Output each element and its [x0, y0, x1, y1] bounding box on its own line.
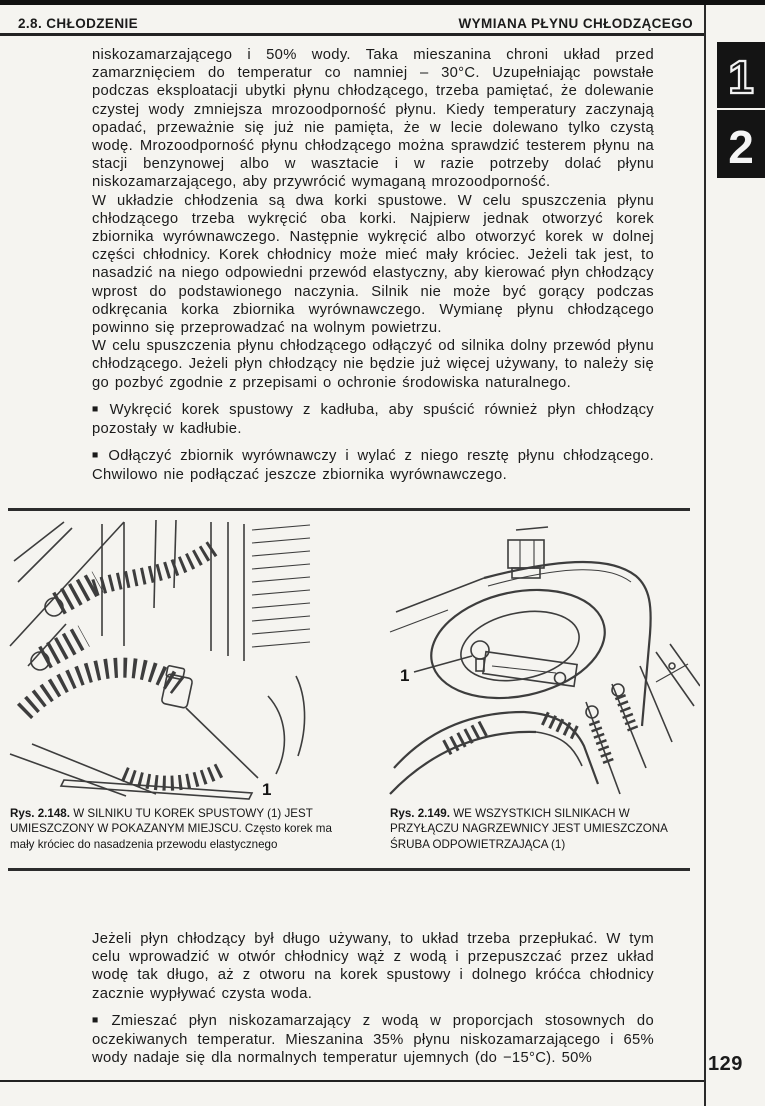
- page-bottom-rule: [0, 1080, 704, 1082]
- section-tab-1: [717, 42, 765, 108]
- section-tab-2: [717, 110, 765, 178]
- top-edge-bar: [0, 0, 765, 5]
- figure-ref: Rys. 2.149.: [390, 807, 450, 820]
- page-number: 129: [708, 1053, 743, 1075]
- figure-callout-1: 1: [262, 780, 272, 799]
- bullet-square-icon: ■: [92, 1013, 105, 1026]
- bullet-square-icon: ■: [92, 402, 103, 415]
- paragraph: niskozamarzającego i 50% wody. Taka mieszanina chroni układ przed zamarznięciem do temperatur co namniej – 30°C. Uzupełniając powstałe podczas eksploatacji ubytki płynu chłodzącego, trzeba pamiętać, że dolewanie czystej wody zmniejsza mrozoodporność płynu. Kiedy temperatury zaczynają opadać, przeważnie się już nie pamięta, że w lecie dolewano tylko czystą wodę. Mrozoodporność płynu chłodzącego można sprawdzić testerem płynu na stacji benzynowej albo w wasztacie i w razie potrzeby dolać płynu niskozamarzającego, aby przywrócić wymaganą mrozoodporność.: [92, 47, 654, 191]
- tab-1-digit: 1: [728, 51, 754, 103]
- bullet-text: Odłączyć zbiornik wyrównawczy i wylać z niego resztę płynu chłodzącego. Chwilowo nie podłączać jeszcze zbiornika wyrównawczego.: [92, 448, 654, 484]
- figure-section-bottom-rule: [8, 868, 690, 871]
- figure-2-149-caption: [390, 806, 700, 852]
- bullet-item: [92, 401, 654, 438]
- main-text-column: [92, 46, 654, 485]
- header-rule: [0, 33, 704, 36]
- figure-ref: Rys. 2.148.: [10, 807, 70, 820]
- bullet-item: [92, 447, 654, 484]
- bullet-square-icon: ■: [92, 449, 102, 462]
- bottom-text-column: [92, 930, 654, 1067]
- header-topic-title: WYMIANA PŁYNU CHŁODZĄCEGO: [458, 16, 693, 31]
- bullet-text: Wykręcić korek spustowy z kadłuba, aby spuścić również płyn chłodzący pozostały w kadłubie.: [92, 401, 654, 438]
- page-right-border: [704, 5, 706, 1106]
- paragraph: Jeżeli płyn chłodzący był długo używany, to układ trzeba przepłukać. W tym celu wprowadzić w otwór chłodnicy wąż z wodą i przepuszczać przez układ wodę tak długo, aż z otworu na korek spustowy i dolnego króćca chłodnicy zacznie wypływać czysta woda.: [92, 931, 654, 1002]
- figure-section-top-rule: [8, 508, 690, 511]
- bullet-text: Zmieszać płyn niskozamarzający z wodą w proporcjach stosownych do oczekiwanych temperatur. Mieszanina 35% płynu niskozamarzającego i 65% wody nadaje się dla normalnych temperatur ujemnych (do −15°C). 50%: [92, 1012, 654, 1067]
- tab-2-digit: 2: [728, 121, 754, 173]
- paragraph: W celu spuszczenia płynu chłodzącego odłączyć od silnika dolny przewód płynu chłodzącego. Jeżeli płyn chłodzący nie będzie już więcej używany, to należy się go pozbyć zgodnie z przepisami o ochronie środowiska naturalnego.: [92, 338, 654, 391]
- caption-caps: W SILNIKU TU KOREK SPUSTOWY (1) JEST UMIESZCZONY W POKAZANYM MIEJSCU.: [10, 807, 313, 836]
- bullet-item: [92, 1012, 654, 1068]
- figure-2-148-caption: [10, 806, 346, 852]
- figure-2-149-illustration: [388, 516, 700, 802]
- figure-2-148-illustration: [6, 516, 311, 802]
- header-section-title: 2.8. CHŁODZENIE: [18, 16, 139, 31]
- figure-callout-1: 1: [400, 666, 410, 685]
- paragraph: W układzie chłodzenia są dwa korki spustowe. W celu spuszczenia płynu chłodzącego trzeba wykręcić oba korki. Najpierw jednak otworzyć korek zbiornika wyrównawczego. Następnie wykręcić albo otworzyć korek w dolnej części chłodnicy. Korek chłodnicy może mieć mały króciec. Jeżeli tak jest, to nasadzić na niego odpowiedni przewód elastyczny, aby kierować płyn chłodzący wprost do podstawionego naczynia. Silnik nie może być gorący podczas odkręcania korka zbiornika wyrównawczego. Wymianę płynu chłodzącego powinno się przeprowadzać na wolnym powietrzu.: [92, 192, 654, 337]
- caption-rest: Często korek ma mały króciec do nasadzenia przewodu elastycznego: [10, 822, 332, 851]
- caption-caps: WE WSZYSTKICH SILNIKACH W PRZYŁĄCZU NAGRZEWNICY JEST UMIESZCZONA ŚRUBA ODPOWIETRZAJĄCA (1): [390, 807, 668, 851]
